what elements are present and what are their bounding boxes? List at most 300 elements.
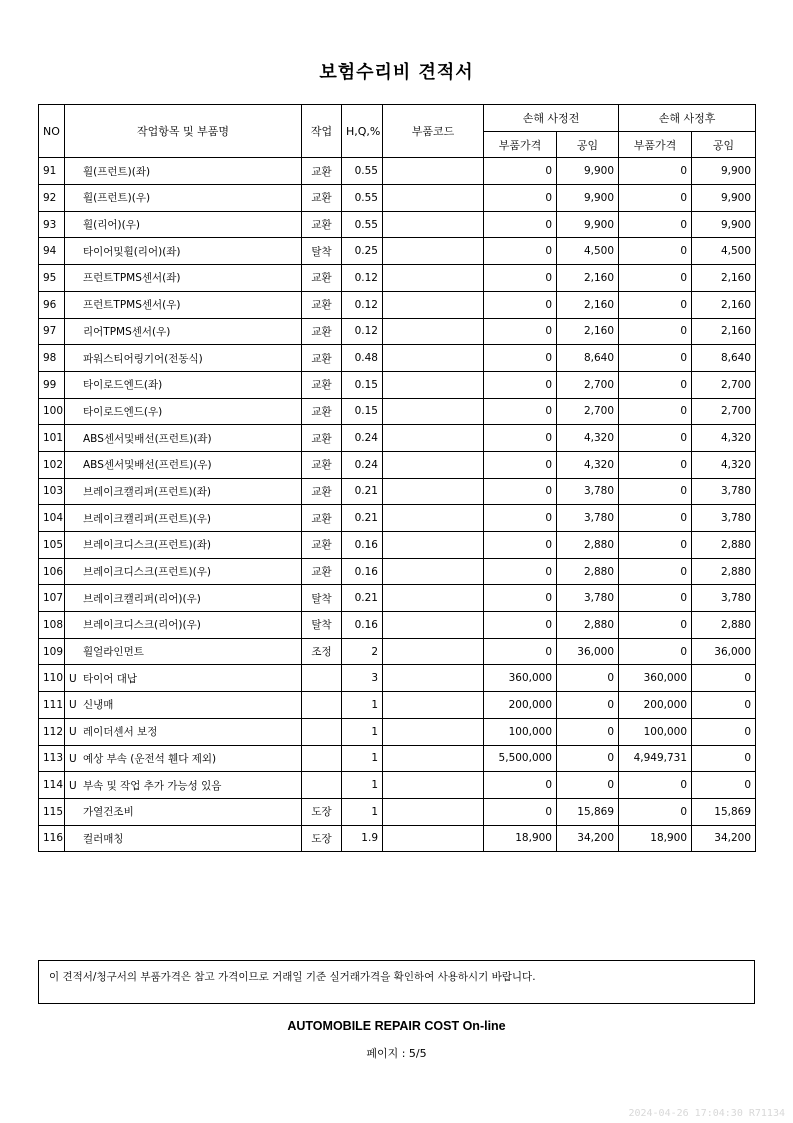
- cell-after-labor: 4,500: [692, 238, 756, 265]
- cell-after-part-price: 0: [619, 451, 692, 478]
- item-name-text: 브레이크디스크(프런트)(우): [83, 566, 211, 579]
- cell-item-name: [65, 291, 302, 318]
- item-name-text: 부속 및 작업 추가 가능성 있음: [83, 779, 222, 792]
- document-title: 보험수리비 견적서: [319, 62, 474, 83]
- cell-before-part-price: 0: [484, 185, 557, 212]
- cell-work: 탈착: [302, 238, 342, 265]
- cell-after-labor: 3,780: [692, 505, 756, 532]
- table-row: [39, 238, 756, 265]
- cell-before-part-price: 0: [484, 291, 557, 318]
- header-hq: H,Q,%: [342, 105, 383, 158]
- cell-hq: 0.15: [342, 398, 383, 425]
- cell-no: 95: [39, 265, 65, 292]
- header-no: NO: [39, 105, 65, 158]
- cell-after-part-price: 0: [619, 798, 692, 825]
- item-name-text: 브레이크캘리퍼(프런트)(좌): [83, 485, 211, 498]
- cell-after-part-price: 100,000: [619, 718, 692, 745]
- cell-work: 교환: [302, 211, 342, 238]
- cell-no: 108: [39, 612, 65, 639]
- item-name-text: 프런트TPMS센서(좌): [83, 272, 181, 285]
- item-flag: U: [69, 726, 77, 739]
- cell-no: 99: [39, 371, 65, 398]
- cell-after-labor: 15,869: [692, 798, 756, 825]
- cell-hq: 1: [342, 692, 383, 719]
- header-after-assessment: 손해 사정후: [619, 105, 756, 132]
- cell-hq: 0.12: [342, 265, 383, 292]
- cell-before-labor: 3,780: [557, 585, 619, 612]
- cell-before-part-price: 0: [484, 238, 557, 265]
- cell-no: 93: [39, 211, 65, 238]
- item-name-text: 예상 부속 (운전석 휀다 제외): [83, 752, 217, 765]
- header-after-part-price: 부품가격: [619, 131, 692, 158]
- cell-after-labor: 2,160: [692, 265, 756, 292]
- cell-work: 도장: [302, 798, 342, 825]
- cell-no: 114: [39, 772, 65, 799]
- cell-no: 106: [39, 558, 65, 585]
- cell-item-name: [65, 612, 302, 639]
- cell-hq: 0.55: [342, 158, 383, 185]
- cell-before-part-price: 0: [484, 451, 557, 478]
- cell-part-code: [383, 638, 484, 665]
- header-before-part-price: 부품가격: [484, 131, 557, 158]
- cell-before-labor: 4,500: [557, 238, 619, 265]
- cell-before-labor: 2,880: [557, 612, 619, 639]
- print-timestamp: 2024-04-26 17:04:30 R71134: [628, 1108, 785, 1119]
- cell-part-code: [383, 745, 484, 772]
- cell-work: 조정: [302, 638, 342, 665]
- cell-before-part-price: 0: [484, 158, 557, 185]
- cell-item-name: [65, 745, 302, 772]
- cell-before-part-price: 0: [484, 398, 557, 425]
- cell-item-name: [65, 585, 302, 612]
- item-name-text: 타이로드엔드(좌): [83, 379, 163, 392]
- cell-after-labor: 9,900: [692, 185, 756, 212]
- table-row: [39, 638, 756, 665]
- cell-work: 교환: [302, 558, 342, 585]
- table-row: [39, 532, 756, 559]
- cell-after-labor: 0: [692, 665, 756, 692]
- cell-after-labor: 3,780: [692, 478, 756, 505]
- cell-hq: 0.21: [342, 585, 383, 612]
- cell-before-labor: 2,160: [557, 291, 619, 318]
- cell-after-labor: 8,640: [692, 345, 756, 372]
- cell-item-name: [65, 398, 302, 425]
- cell-part-code: [383, 558, 484, 585]
- cell-before-part-price: 0: [484, 638, 557, 665]
- cell-hq: 0.55: [342, 185, 383, 212]
- item-name-text: ABS센서및배선(프런트)(우): [83, 459, 212, 472]
- estimate-table: [38, 104, 756, 852]
- cell-no: 109: [39, 638, 65, 665]
- header-before-assessment: 손해 사정전: [484, 105, 619, 132]
- item-name-text: 휠(프런트)(좌): [83, 165, 151, 178]
- cell-after-labor: 0: [692, 692, 756, 719]
- table-row: [39, 825, 756, 852]
- cell-before-part-price: 0: [484, 532, 557, 559]
- cell-work: 교환: [302, 451, 342, 478]
- table-row: [39, 745, 756, 772]
- item-name-text: 휠(리어)(우): [83, 219, 140, 232]
- cell-item-name: [65, 825, 302, 852]
- cell-part-code: [383, 825, 484, 852]
- cell-before-part-price: 0: [484, 585, 557, 612]
- cell-before-labor: 0: [557, 692, 619, 719]
- item-name-text: 타이로드엔드(우): [83, 405, 163, 418]
- cell-hq: 0.24: [342, 451, 383, 478]
- cell-work: 교환: [302, 345, 342, 372]
- cell-no: 111: [39, 692, 65, 719]
- cell-before-part-price: 0: [484, 345, 557, 372]
- cell-part-code: [383, 238, 484, 265]
- cell-before-labor: 4,320: [557, 425, 619, 452]
- cell-after-labor: 4,320: [692, 451, 756, 478]
- table-row: [39, 612, 756, 639]
- cell-after-part-price: 0: [619, 505, 692, 532]
- cell-after-part-price: 0: [619, 265, 692, 292]
- item-flag: U: [69, 699, 77, 712]
- cell-part-code: [383, 371, 484, 398]
- item-name-text: 휠얼라인먼트: [83, 646, 144, 659]
- cell-item-name: [65, 318, 302, 345]
- cell-hq: 1: [342, 798, 383, 825]
- cell-hq: 1: [342, 745, 383, 772]
- cell-after-part-price: 0: [619, 558, 692, 585]
- cell-before-labor: 2,880: [557, 558, 619, 585]
- cell-before-labor: 15,869: [557, 798, 619, 825]
- cell-after-part-price: 0: [619, 425, 692, 452]
- item-name-text: 휠(프런트)(우): [83, 192, 151, 205]
- item-name-text: 브레이크디스크(리어)(우): [83, 619, 201, 632]
- cell-no: 101: [39, 425, 65, 452]
- table-row: [39, 211, 756, 238]
- cell-part-code: [383, 772, 484, 799]
- cell-after-part-price: 0: [619, 158, 692, 185]
- item-name-text: 프런트TPMS센서(우): [83, 299, 181, 312]
- cell-hq: 2: [342, 638, 383, 665]
- cell-after-part-price: 0: [619, 291, 692, 318]
- cell-before-labor: 0: [557, 718, 619, 745]
- cell-before-part-price: 0: [484, 211, 557, 238]
- cell-before-labor: 9,900: [557, 211, 619, 238]
- cell-hq: 0.21: [342, 478, 383, 505]
- cell-no: 94: [39, 238, 65, 265]
- cell-before-labor: 0: [557, 772, 619, 799]
- cell-before-labor: 4,320: [557, 451, 619, 478]
- cell-work: 교환: [302, 318, 342, 345]
- cell-after-part-price: 0: [619, 478, 692, 505]
- table-row: [39, 718, 756, 745]
- cell-after-part-price: 0: [619, 211, 692, 238]
- cell-after-part-price: 0: [619, 638, 692, 665]
- table-row: [39, 425, 756, 452]
- table-row: [39, 505, 756, 532]
- cell-hq: 1: [342, 772, 383, 799]
- cell-after-labor: 0: [692, 772, 756, 799]
- cell-work: 교환: [302, 425, 342, 452]
- cell-before-labor: 3,780: [557, 505, 619, 532]
- cell-after-labor: 9,900: [692, 211, 756, 238]
- item-name-text: 브레이크캘리퍼(리어)(우): [83, 592, 201, 605]
- cell-item-name: [65, 532, 302, 559]
- cell-part-code: [383, 211, 484, 238]
- table-row: [39, 692, 756, 719]
- item-name-text: 타이어및휠(리어)(좌): [83, 245, 181, 258]
- cell-part-code: [383, 265, 484, 292]
- table-row: [39, 772, 756, 799]
- cell-part-code: [383, 585, 484, 612]
- cell-part-code: [383, 665, 484, 692]
- cell-before-labor: 0: [557, 745, 619, 772]
- cell-hq: 1.9: [342, 825, 383, 852]
- cell-item-name: [65, 345, 302, 372]
- cell-after-labor: 2,880: [692, 532, 756, 559]
- header-after-labor: 공임: [692, 131, 756, 158]
- cell-no: 105: [39, 532, 65, 559]
- cell-hq: 0.16: [342, 558, 383, 585]
- cell-work: [302, 772, 342, 799]
- cell-item-name: [65, 371, 302, 398]
- cell-part-code: [383, 425, 484, 452]
- cell-before-labor: 2,700: [557, 398, 619, 425]
- cell-no: 116: [39, 825, 65, 852]
- cell-item-name: [65, 772, 302, 799]
- cell-work: [302, 718, 342, 745]
- page-number: 페이지 : 5/5: [366, 1047, 427, 1060]
- cell-before-part-price: 0: [484, 265, 557, 292]
- cell-no: 107: [39, 585, 65, 612]
- cell-after-labor: 3,780: [692, 585, 756, 612]
- notice-text: 이 견적서/청구서의 부품가격은 참고 가격이므로 거래일 기준 실거래가격을 확인하여 사용하시기 바랍니다.: [49, 971, 536, 983]
- table-row: [39, 398, 756, 425]
- cell-part-code: [383, 798, 484, 825]
- item-flag: U: [69, 779, 77, 792]
- table-row: [39, 451, 756, 478]
- table-row: [39, 585, 756, 612]
- cell-no: 102: [39, 451, 65, 478]
- table-row: [39, 665, 756, 692]
- cell-before-labor: 2,700: [557, 371, 619, 398]
- cell-after-labor: 2,700: [692, 398, 756, 425]
- cell-item-name: [65, 505, 302, 532]
- cell-no: 104: [39, 505, 65, 532]
- cell-hq: 1: [342, 718, 383, 745]
- cell-after-part-price: 0: [619, 612, 692, 639]
- table-row: [39, 318, 756, 345]
- cell-after-part-price: 0: [619, 238, 692, 265]
- cell-item-name: [65, 158, 302, 185]
- cell-item-name: [65, 798, 302, 825]
- cell-before-labor: 34,200: [557, 825, 619, 852]
- cell-before-part-price: 0: [484, 798, 557, 825]
- cell-item-name: [65, 451, 302, 478]
- cell-before-labor: 8,640: [557, 345, 619, 372]
- cell-after-labor: 2,160: [692, 291, 756, 318]
- cell-before-labor: 2,160: [557, 265, 619, 292]
- cell-hq: 0.25: [342, 238, 383, 265]
- cell-no: 112: [39, 718, 65, 745]
- notice-box: [38, 960, 755, 1004]
- cell-hq: 0.48: [342, 345, 383, 372]
- item-flag: U: [69, 672, 77, 685]
- cell-hq: 0.15: [342, 371, 383, 398]
- item-name-text: 컬러매칭: [83, 832, 124, 845]
- cell-before-part-price: 18,900: [484, 825, 557, 852]
- cell-hq: 0.21: [342, 505, 383, 532]
- cell-work: 교환: [302, 532, 342, 559]
- cell-after-part-price: 0: [619, 371, 692, 398]
- cell-before-part-price: 0: [484, 772, 557, 799]
- cell-no: 113: [39, 745, 65, 772]
- cell-after-labor: 2,880: [692, 612, 756, 639]
- cell-item-name: [65, 665, 302, 692]
- cell-before-part-price: 5,500,000: [484, 745, 557, 772]
- cell-hq: 3: [342, 665, 383, 692]
- cell-work: 교환: [302, 478, 342, 505]
- cell-no: 92: [39, 185, 65, 212]
- header-item: 작업항목 및 부품명: [65, 105, 302, 158]
- cell-part-code: [383, 398, 484, 425]
- cell-hq: 0.55: [342, 211, 383, 238]
- cell-after-part-price: 200,000: [619, 692, 692, 719]
- cell-part-code: [383, 451, 484, 478]
- item-name-text: 파워스티어링기어(전동식): [83, 352, 203, 365]
- item-name-text: 리어TPMS센서(우): [83, 325, 171, 338]
- cell-after-labor: 2,160: [692, 318, 756, 345]
- cell-item-name: [65, 478, 302, 505]
- table-row: [39, 265, 756, 292]
- item-name-text: 브레이크디스크(프런트)(좌): [83, 539, 211, 552]
- cell-no: 98: [39, 345, 65, 372]
- table-row: [39, 345, 756, 372]
- cell-after-labor: 34,200: [692, 825, 756, 852]
- cell-item-name: [65, 558, 302, 585]
- header-before-labor: 공임: [557, 131, 619, 158]
- item-flag: U: [69, 752, 77, 765]
- item-name-text: 가열건조비: [83, 806, 134, 819]
- table-row: [39, 185, 756, 212]
- item-name-text: ABS센서및배선(프런트)(좌): [83, 432, 212, 445]
- cell-after-part-price: 0: [619, 318, 692, 345]
- header-row-1: [39, 105, 756, 132]
- cell-part-code: [383, 718, 484, 745]
- cell-item-name: [65, 638, 302, 665]
- cell-before-part-price: 0: [484, 425, 557, 452]
- cell-item-name: [65, 185, 302, 212]
- cell-before-labor: 2,160: [557, 318, 619, 345]
- cell-before-part-price: 0: [484, 478, 557, 505]
- table-row: [39, 158, 756, 185]
- cell-before-part-price: 0: [484, 558, 557, 585]
- cell-after-labor: 2,880: [692, 558, 756, 585]
- cell-hq: 0.16: [342, 532, 383, 559]
- cell-part-code: [383, 291, 484, 318]
- cell-before-labor: 9,900: [557, 158, 619, 185]
- cell-work: 도장: [302, 825, 342, 852]
- cell-work: [302, 745, 342, 772]
- table-row: [39, 371, 756, 398]
- cell-before-labor: 2,880: [557, 532, 619, 559]
- cell-before-labor: 0: [557, 665, 619, 692]
- cell-after-part-price: 0: [619, 585, 692, 612]
- cell-no: 115: [39, 798, 65, 825]
- cell-after-labor: 0: [692, 745, 756, 772]
- cell-item-name: [65, 425, 302, 452]
- cell-part-code: [383, 158, 484, 185]
- cell-item-name: [65, 265, 302, 292]
- cell-hq: 0.24: [342, 425, 383, 452]
- cell-no: 100: [39, 398, 65, 425]
- cell-before-labor: 9,900: [557, 185, 619, 212]
- item-name-text: 신냉매: [83, 699, 114, 712]
- table-row: [39, 798, 756, 825]
- cell-work: 교환: [302, 291, 342, 318]
- table-row: [39, 478, 756, 505]
- cell-before-part-price: 0: [484, 371, 557, 398]
- cell-part-code: [383, 612, 484, 639]
- cell-no: 103: [39, 478, 65, 505]
- cell-work: [302, 692, 342, 719]
- cell-after-part-price: 360,000: [619, 665, 692, 692]
- cell-after-part-price: 0: [619, 772, 692, 799]
- cell-work: 교환: [302, 398, 342, 425]
- cell-before-labor: 3,780: [557, 478, 619, 505]
- cell-hq: 0.16: [342, 612, 383, 639]
- cell-work: 교환: [302, 265, 342, 292]
- cell-before-part-price: 0: [484, 612, 557, 639]
- cell-after-labor: 9,900: [692, 158, 756, 185]
- cell-part-code: [383, 532, 484, 559]
- cell-before-part-price: 360,000: [484, 665, 557, 692]
- cell-work: 교환: [302, 371, 342, 398]
- cell-work: [302, 665, 342, 692]
- footer-brand: AUTOMOBILE REPAIR COST On-line: [287, 1019, 506, 1033]
- table-row: [39, 291, 756, 318]
- cell-before-part-price: 0: [484, 505, 557, 532]
- cell-item-name: [65, 718, 302, 745]
- item-name-text: 레이더센서 보정: [83, 726, 158, 739]
- cell-work: 교환: [302, 505, 342, 532]
- item-name-text: 브레이크캘리퍼(프런트)(우): [83, 512, 211, 525]
- cell-part-code: [383, 505, 484, 532]
- cell-before-part-price: 0: [484, 318, 557, 345]
- cell-work: 교환: [302, 158, 342, 185]
- cell-part-code: [383, 692, 484, 719]
- item-name-text: 타이어 대납: [83, 672, 138, 685]
- cell-item-name: [65, 692, 302, 719]
- cell-after-part-price: 4,949,731: [619, 745, 692, 772]
- cell-after-labor: 36,000: [692, 638, 756, 665]
- table-row: [39, 558, 756, 585]
- cell-hq: 0.12: [342, 318, 383, 345]
- cell-after-part-price: 18,900: [619, 825, 692, 852]
- cell-item-name: [65, 211, 302, 238]
- cell-after-part-price: 0: [619, 532, 692, 559]
- cell-after-labor: 4,320: [692, 425, 756, 452]
- cell-work: 탈착: [302, 612, 342, 639]
- cell-item-name: [65, 238, 302, 265]
- cell-no: 97: [39, 318, 65, 345]
- cell-after-labor: 0: [692, 718, 756, 745]
- cell-no: 110: [39, 665, 65, 692]
- cell-after-part-price: 0: [619, 398, 692, 425]
- cell-part-code: [383, 478, 484, 505]
- cell-work: 교환: [302, 185, 342, 212]
- header-work: 작업: [302, 105, 342, 158]
- cell-before-part-price: 100,000: [484, 718, 557, 745]
- cell-before-labor: 36,000: [557, 638, 619, 665]
- cell-part-code: [383, 345, 484, 372]
- cell-part-code: [383, 318, 484, 345]
